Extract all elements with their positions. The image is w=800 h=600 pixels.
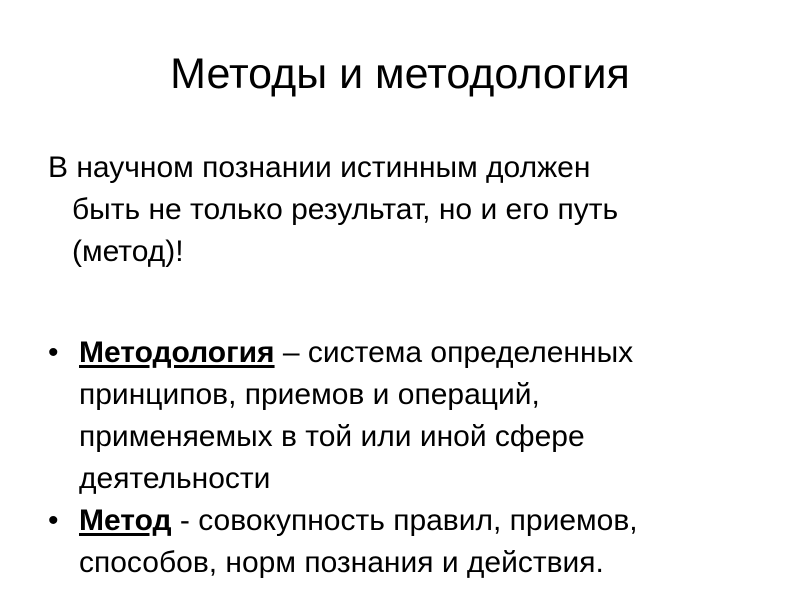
definition-text: - совокупность правил, приемов, [171,504,638,537]
term-method: Метод [79,504,172,537]
definition-method [48,500,768,584]
definition-line: принципов, приемов и операций, [79,378,540,411]
definition-first-line [79,332,768,374]
definition-text: – система определенных [274,336,634,369]
bullet-icon: • [48,336,59,369]
slide-title: Методы и методология [170,50,630,98]
intro-line: В научном познании истинным должен [48,151,591,184]
bullet-icon: • [48,504,59,537]
definition-first-line [79,500,768,542]
intro-paragraph [48,147,748,273]
definition-list [48,332,768,584]
intro-line: (метод)! [72,235,184,268]
definition-line: деятельности [79,462,271,495]
definition-line: применяемых в той или иной сфере [79,420,585,453]
intro-line: быть не только результат, но и его путь [72,193,619,226]
definition-methodology [48,332,768,500]
term-methodology: Методология [79,336,275,369]
definition-line: способов, норм познания и действия. [79,546,604,579]
